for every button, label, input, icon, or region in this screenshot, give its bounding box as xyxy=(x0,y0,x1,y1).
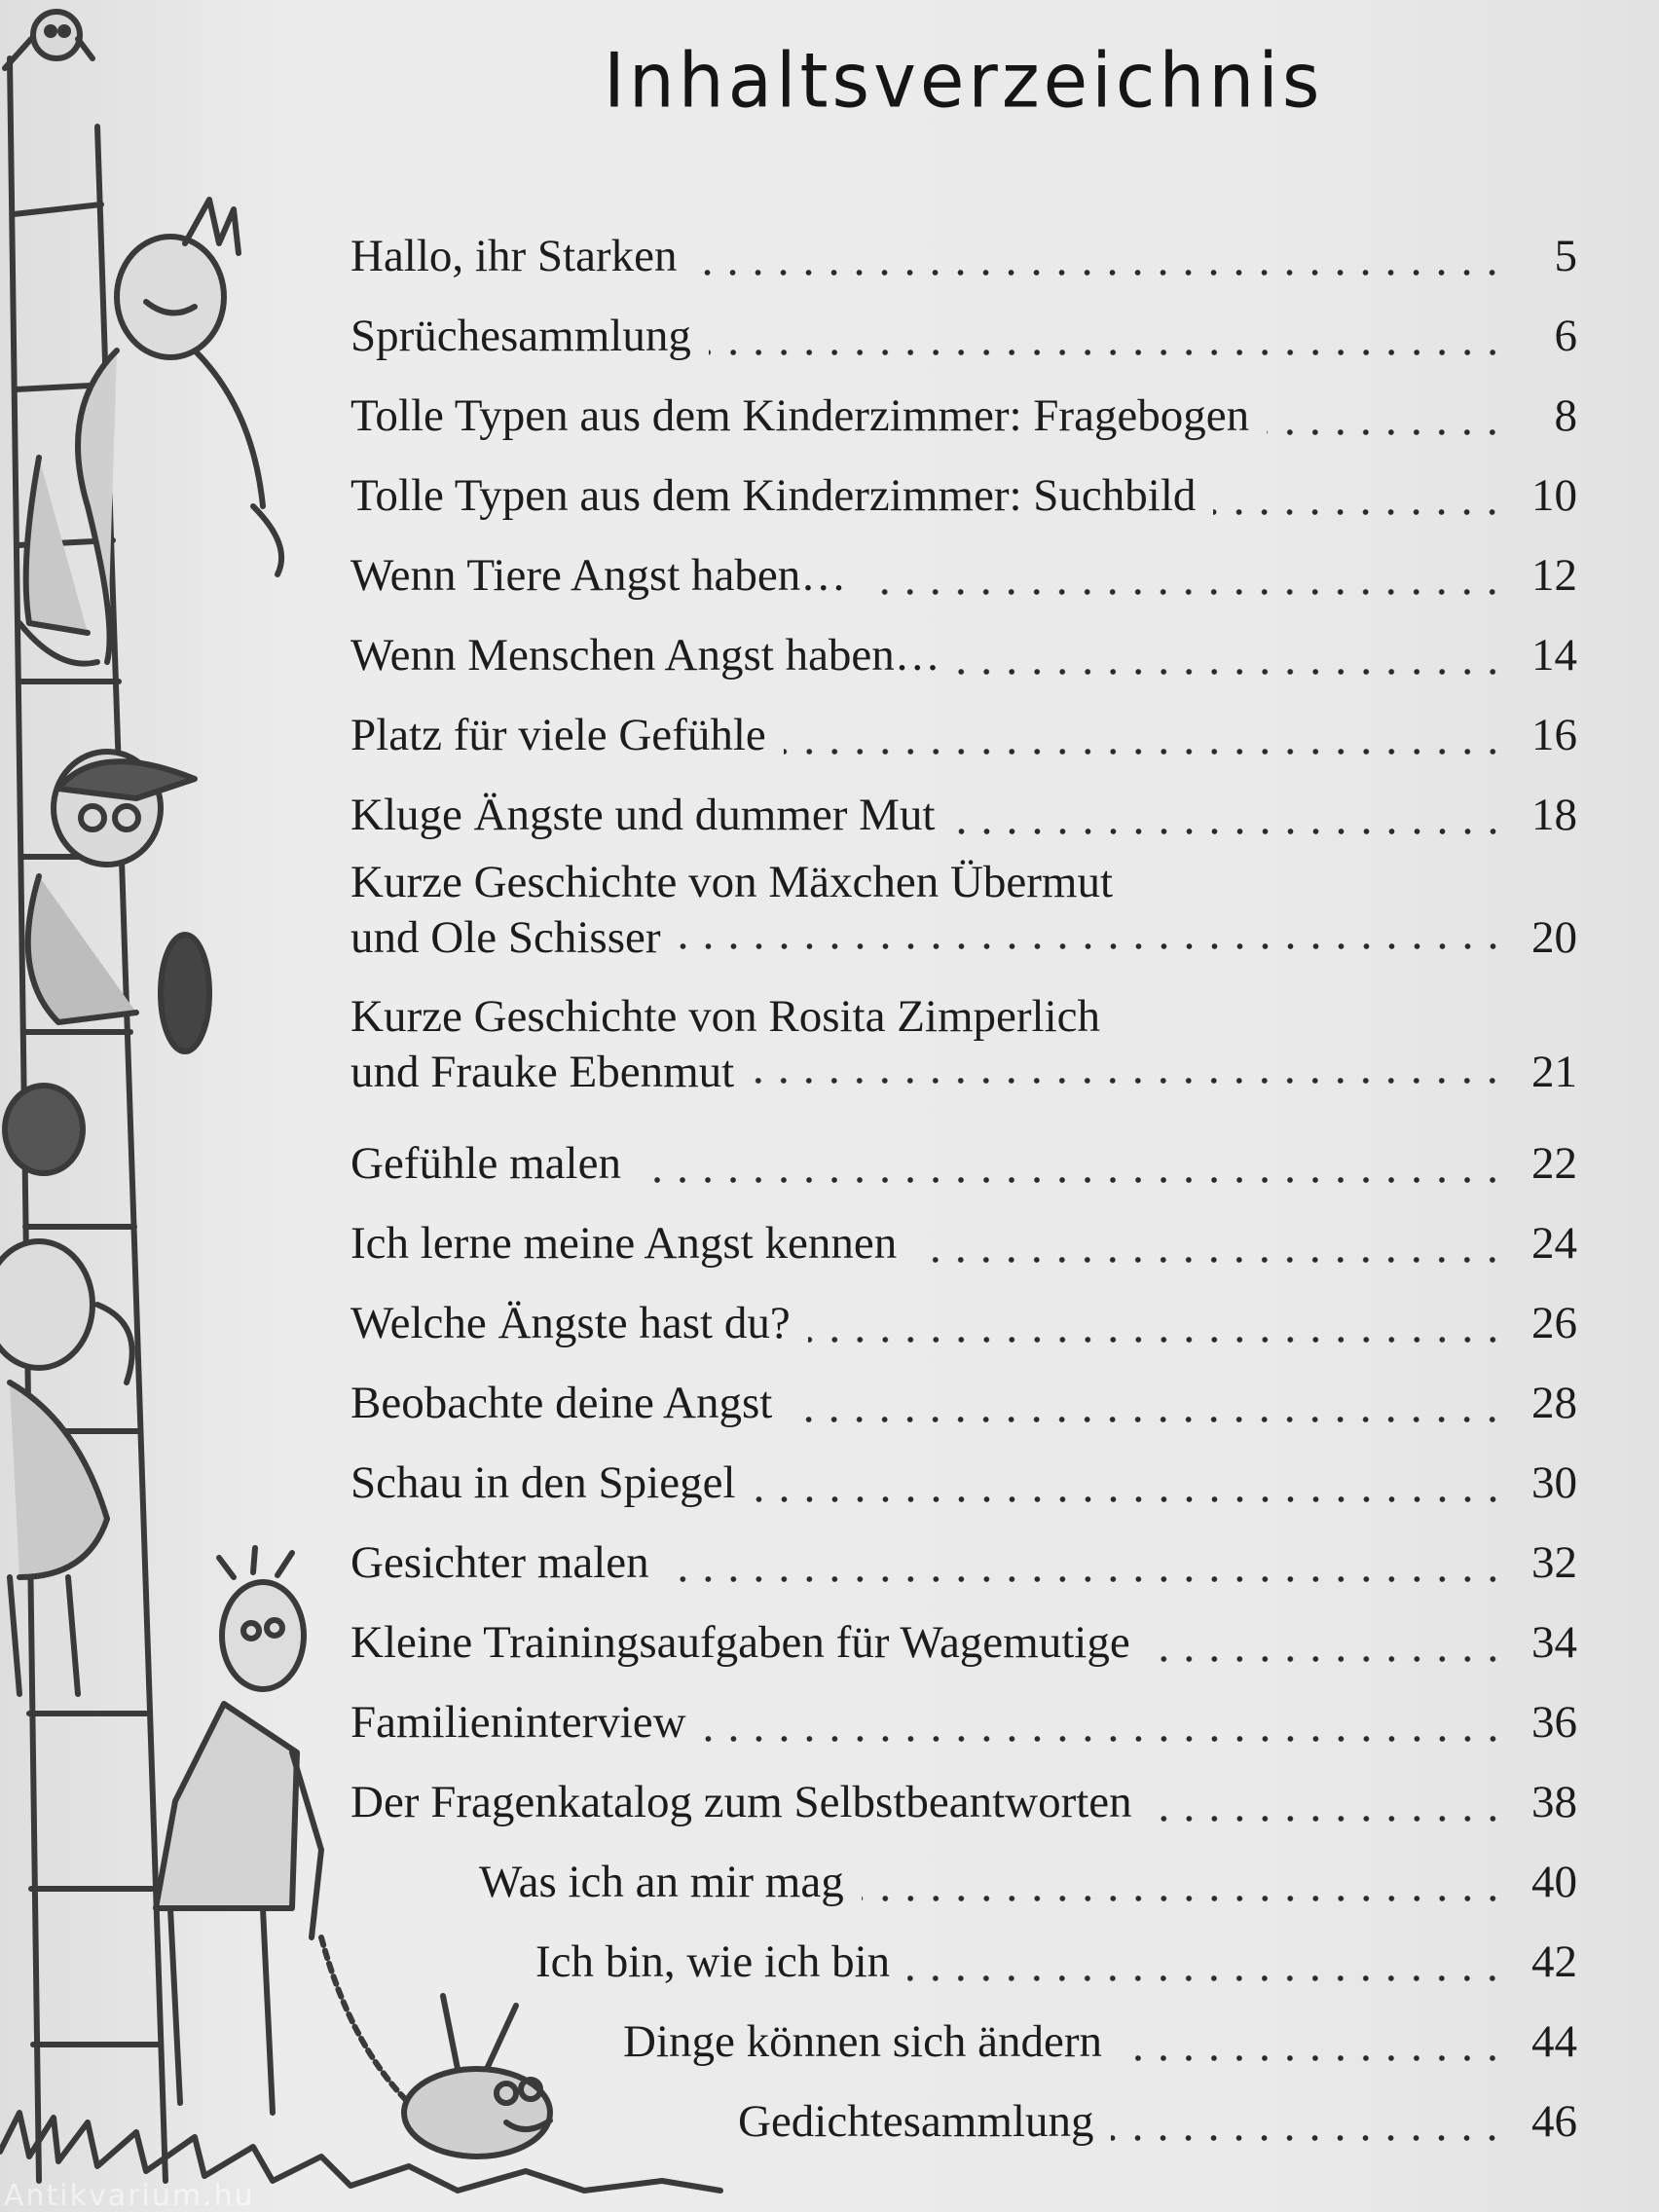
toc-subentry[interactable] xyxy=(350,1842,1577,1922)
dot-leader xyxy=(1120,2054,1505,2062)
toc-entry-title: Dinge können sich ändern xyxy=(623,2016,1103,2067)
dot-leader xyxy=(752,1077,1505,1085)
toc-entry-title-line1: Kurze Geschichte von Mäxchen Übermut xyxy=(350,857,1114,907)
dot-leader xyxy=(694,269,1505,276)
toc-entry[interactable] xyxy=(350,216,1577,296)
toc-entry-title: Der Fragenkatalog zum Selbstbeantworten xyxy=(350,1777,1132,1827)
toc-entry[interactable] xyxy=(350,1283,1577,1363)
dot-leader xyxy=(1150,1815,1505,1823)
toc-entry[interactable] xyxy=(350,615,1577,695)
toc-page-number: 38 xyxy=(1531,1777,1577,1827)
toc-page-number: 14 xyxy=(1531,630,1577,681)
toc-entry-second-row xyxy=(350,1045,1577,1100)
toc-page-number: 34 xyxy=(1531,1617,1577,1668)
toc-entry-title: Sprüchesammlung xyxy=(350,311,691,361)
toc-entry-title-line2: und Frauke Ebenmut xyxy=(350,1047,735,1097)
toc-entry[interactable] xyxy=(350,376,1577,456)
toc-entry-title: Tolle Typen aus dem Kinderzimmer: Fragebogen xyxy=(350,390,1250,441)
dot-leader xyxy=(907,1974,1505,1982)
toc-entry[interactable] xyxy=(350,1363,1577,1443)
toc-entry-title: Schau in den Spiegel xyxy=(350,1457,736,1508)
dot-leader xyxy=(953,828,1506,835)
toc-entry-title: Welche Ängste hast du? xyxy=(350,1298,791,1348)
dot-leader xyxy=(784,748,1505,756)
watermark: Antikvarium.hu xyxy=(4,2179,255,2212)
toc-entry-title-line1: Kurze Geschichte von Rosita Zimperlich xyxy=(350,991,1101,1042)
dot-leader xyxy=(1213,508,1505,516)
toc-subentry[interactable] xyxy=(350,1922,1577,2002)
toc-entry[interactable] xyxy=(350,1603,1577,1682)
dot-leader xyxy=(808,1336,1505,1344)
dot-leader xyxy=(704,1735,1505,1743)
dot-leader xyxy=(1111,2134,1505,2142)
toc-entry-title: Gesichter malen xyxy=(350,1537,649,1588)
toc-entry-title: Tolle Typen aus dem Kinderzimmer: Suchbild xyxy=(350,470,1197,521)
dot-leader xyxy=(754,1495,1505,1503)
toc-page-number: 28 xyxy=(1531,1378,1577,1428)
toc-page-number: 18 xyxy=(1531,790,1577,840)
toc-page-number: 22 xyxy=(1531,1138,1577,1189)
toc-subentry[interactable] xyxy=(350,2082,1577,2161)
toc-entry-title: Beobachte deine Angst xyxy=(350,1378,773,1428)
toc-entry[interactable] xyxy=(350,1682,1577,1762)
toc-entry-second-row xyxy=(350,910,1577,966)
dot-leader xyxy=(862,1895,1505,1902)
dot-leader xyxy=(679,942,1505,950)
toc-entry[interactable] xyxy=(350,1523,1577,1603)
toc-entry-title: Familieninterview xyxy=(350,1697,686,1748)
dot-leader xyxy=(709,349,1505,356)
toc-entry-title-line2: und Ole Schisser xyxy=(350,912,661,963)
toc-entry-title: Ich lerne meine Angst kennen xyxy=(350,1218,898,1269)
dot-leader xyxy=(1267,428,1505,436)
toc-entry[interactable] xyxy=(350,775,1577,855)
toc-page-number: 24 xyxy=(1531,1218,1577,1269)
toc-entry-title: Wenn Menschen Angst haben… xyxy=(350,630,940,681)
toc-entry-title: Hallo, ihr Starken xyxy=(350,231,678,281)
toc-entry-title: Gefühle malen xyxy=(350,1138,621,1189)
dot-leader xyxy=(790,1416,1505,1423)
toc-entry-title: Platz für viele Gefühle xyxy=(350,710,766,760)
dot-leader xyxy=(958,668,1505,676)
toc-entry[interactable] xyxy=(350,855,1577,989)
dot-leader xyxy=(914,1256,1505,1264)
toc-page-number: 32 xyxy=(1531,1537,1577,1588)
toc-entry[interactable] xyxy=(350,695,1577,775)
toc-entry-title: Was ich an mir mag xyxy=(479,1857,844,1907)
toc-page-number: 30 xyxy=(1531,1457,1577,1508)
dot-leader xyxy=(864,588,1505,596)
toc-page-number: 5 xyxy=(1554,231,1577,281)
toc-entry[interactable] xyxy=(350,535,1577,615)
toc-entry-title-block xyxy=(350,855,1577,966)
dot-leader xyxy=(639,1176,1505,1184)
toc-page-number: 16 xyxy=(1531,710,1577,760)
toc-entry-title: Ich bin, wie ich bin xyxy=(535,1936,891,1987)
toc-entry[interactable] xyxy=(350,456,1577,535)
dot-leader xyxy=(1148,1655,1505,1663)
dot-leader xyxy=(667,1575,1505,1583)
page-title: Inhaltsverzeichnis xyxy=(604,36,1324,126)
toc-entry-title: Wenn Tiere Angst haben… xyxy=(350,550,847,601)
toc-entry[interactable] xyxy=(350,1762,1577,1842)
toc-page-number: 12 xyxy=(1531,550,1577,601)
toc-entry-title: Gedichtesammlung xyxy=(738,2096,1094,2147)
toc-page-number: 40 xyxy=(1531,1857,1577,1907)
toc-entry[interactable] xyxy=(350,296,1577,376)
toc-entry-title-block xyxy=(350,989,1577,1100)
toc-entry[interactable] xyxy=(350,1443,1577,1523)
toc-entry-title: Kluge Ängste und dummer Mut xyxy=(350,790,936,840)
toc-page-number: 10 xyxy=(1531,470,1577,521)
toc-page-number: 8 xyxy=(1554,390,1577,441)
table-of-contents xyxy=(350,216,1577,2161)
toc-page-number: 44 xyxy=(1531,2016,1577,2067)
toc-page-number: 20 xyxy=(1531,912,1577,963)
toc-subentry[interactable] xyxy=(350,2002,1577,2082)
toc-entry[interactable] xyxy=(350,1124,1577,1203)
toc-page-number: 36 xyxy=(1531,1697,1577,1748)
toc-page-number: 26 xyxy=(1531,1298,1577,1348)
toc-entry[interactable] xyxy=(350,989,1577,1124)
toc-page-number: 21 xyxy=(1531,1047,1577,1097)
toc-entry[interactable] xyxy=(350,1203,1577,1283)
toc-entry-title: Kleine Trainingsaufgaben für Wagemutige xyxy=(350,1617,1130,1668)
toc-page-number: 6 xyxy=(1554,311,1577,361)
toc-page-number: 42 xyxy=(1531,1936,1577,1987)
toc-page-number: 46 xyxy=(1531,2096,1577,2147)
